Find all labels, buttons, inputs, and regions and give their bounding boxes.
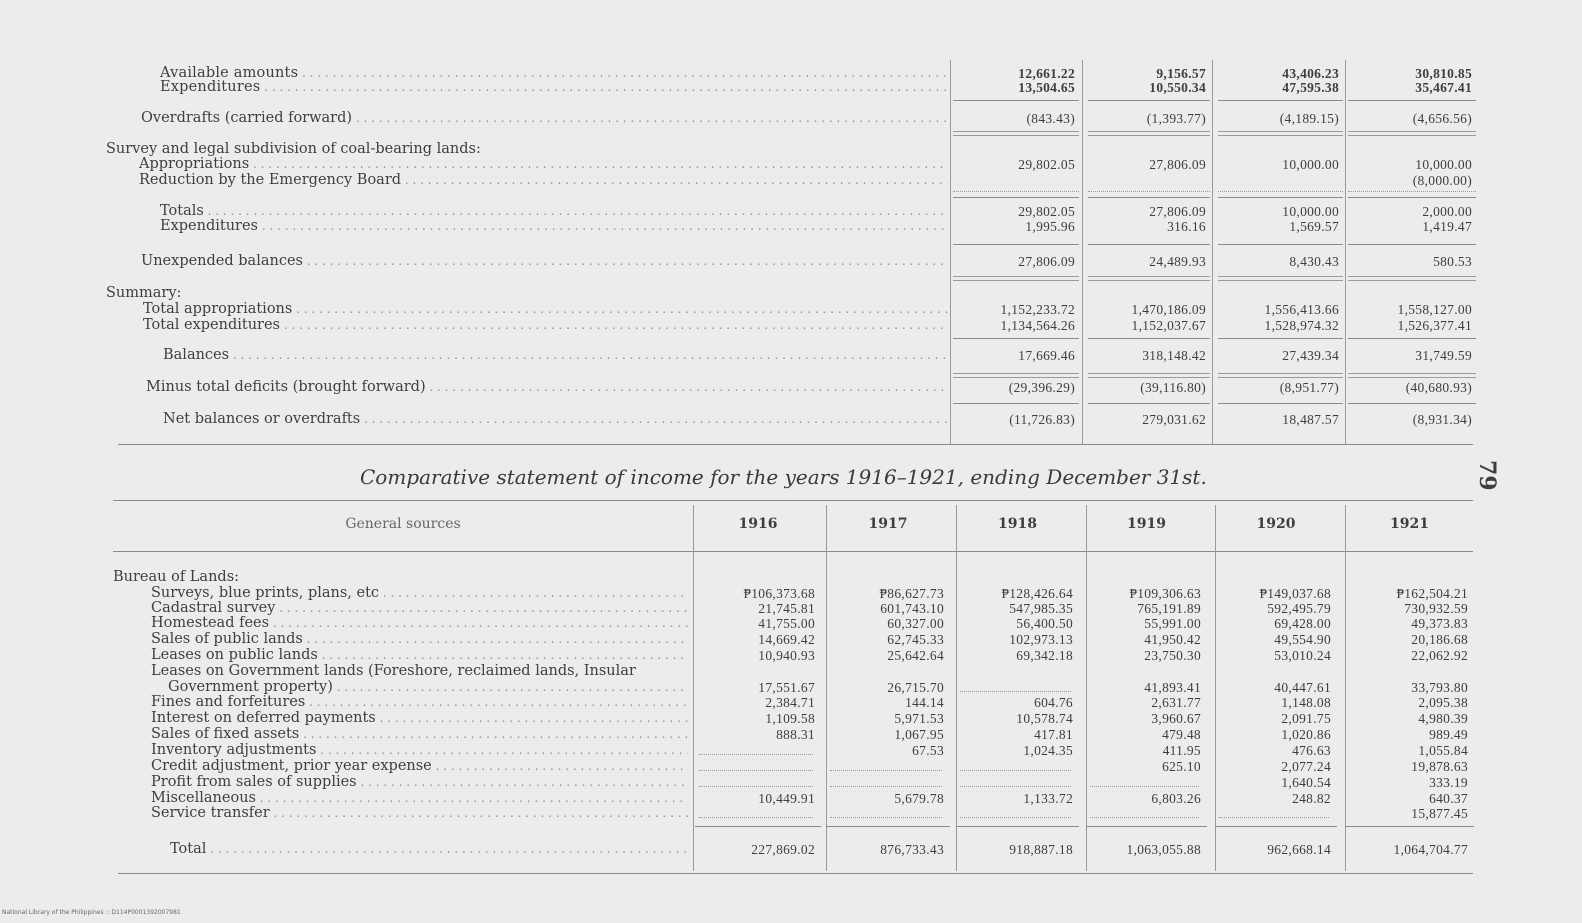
upper-row-label <box>143 302 948 317</box>
lower-row-value: 41,950.42 <box>1144 632 1201 647</box>
upper-rule <box>1348 191 1476 193</box>
lower-row-label-text: Fines and forfeitures <box>151 695 306 710</box>
upper-row-value: 1,419.47 <box>1422 219 1472 234</box>
upper-row-value: 1,528,974.32 <box>1264 318 1339 333</box>
empty-cell-leader <box>1090 786 1199 788</box>
upper-rule <box>1088 100 1210 101</box>
lower-total-rule <box>956 826 1079 827</box>
lower-row-value: ₱109,306.63 <box>1129 586 1201 601</box>
lower-total-rule <box>695 826 821 827</box>
upper-row-label-text: Unexpended balances <box>141 254 303 269</box>
lower-total-rule <box>1086 826 1207 827</box>
lower-total-label-text: Total <box>170 842 207 857</box>
lower-row-value: 1,024.35 <box>1023 743 1073 758</box>
upper-row-label-text: Survey and legal subdivision of coal-bearing lands: <box>106 141 481 157</box>
lower-row-value: 5,679.78 <box>894 791 944 806</box>
upper-row-value: (40,680.93) <box>1405 380 1472 395</box>
lower-row-value: 1,640.54 <box>1281 775 1331 790</box>
lower-row-value: 1,055.84 <box>1418 743 1468 758</box>
lower-row-value: 41,893.41 <box>1144 680 1201 695</box>
upper-rule <box>1218 191 1343 193</box>
lower-row-label <box>151 664 636 679</box>
empty-cell-leader <box>699 817 813 819</box>
upper-row-label-text: Available amounts <box>160 66 299 81</box>
lower-total-value: 962,668.14 <box>1267 842 1331 857</box>
upper-row-value: 279,031.62 <box>1142 412 1206 427</box>
upper-rule <box>1088 191 1210 193</box>
lower-row-value: 547,985.35 <box>1009 601 1073 616</box>
upper-row-label <box>160 66 948 81</box>
lower-row-value: ₱128,426.64 <box>1001 586 1073 601</box>
lower-row-value: 6,803.26 <box>1151 791 1201 806</box>
lower-row-value: 2,091.75 <box>1281 711 1331 726</box>
lower-column-rule <box>956 505 957 871</box>
upper-row-value: 27,806.09 <box>1149 204 1206 219</box>
lower-row-value: 60,327.00 <box>887 616 944 631</box>
empty-cell-leader <box>699 754 813 756</box>
upper-rule <box>1348 244 1476 245</box>
lower-column-rule <box>1215 505 1216 871</box>
header-general-sources: General sources <box>345 516 461 532</box>
lower-row-label <box>151 616 688 631</box>
upper-row-label-text: Appropriations <box>139 157 250 172</box>
upper-row-value: 9,156.57 <box>1156 66 1206 81</box>
upper-row-value: 10,000.00 <box>1282 157 1339 172</box>
upper-row-value: (4,656.56) <box>1412 111 1472 126</box>
upper-row-value: 17,669.46 <box>1018 348 1075 363</box>
lower-row-value: 41,755.00 <box>758 616 815 631</box>
lower-row-value: 21,745.81 <box>758 601 815 616</box>
upper-rule <box>1218 276 1343 281</box>
upper-row-label <box>139 173 948 188</box>
upper-row-value: 316.16 <box>1167 219 1206 234</box>
lower-row-value: 4,980.39 <box>1418 711 1468 726</box>
lower-row-value: 102,973.13 <box>1009 632 1073 647</box>
lower-row-label-text: Leases on Government lands (Foreshore, reclaimed lands, Insular <box>151 663 636 679</box>
upper-row-label <box>143 318 948 333</box>
lower-row-label <box>151 759 688 774</box>
lower-total-value: 918,887.18 <box>1009 842 1073 857</box>
upper-row-label <box>139 157 948 172</box>
lower-row-label <box>151 711 688 726</box>
upper-row-label-text: Expenditures <box>160 219 259 234</box>
lower-row-label-text: Service transfer <box>151 806 270 821</box>
upper-rule <box>953 197 1079 198</box>
upper-row-value: 31,749.59 <box>1415 348 1472 363</box>
upper-row-value: (1,393.77) <box>1146 111 1206 126</box>
lower-total-value: 876,733.43 <box>880 842 944 857</box>
empty-cell-leader <box>699 770 813 772</box>
upper-rule <box>1218 403 1343 404</box>
upper-rule <box>953 403 1079 404</box>
section-title: Comparative statement of income for the years 1916–1921, ending December 31st. <box>360 465 1207 489</box>
upper-row-label <box>106 286 948 301</box>
lower-row-value: 1,133.72 <box>1023 791 1073 806</box>
upper-row-label <box>163 348 948 363</box>
upper-rule <box>1348 276 1476 281</box>
upper-row-label-text: Summary: <box>106 285 182 301</box>
lower-row-value: 67.53 <box>912 743 944 758</box>
upper-row-value: (29,396.29) <box>1008 380 1075 395</box>
lower-row-value: 2,384.71 <box>765 695 815 710</box>
upper-row-label-text: Net balances or overdrafts <box>163 412 361 427</box>
lower-column-rule <box>826 505 827 871</box>
empty-cell-leader <box>960 817 1071 819</box>
header-year: 1917 <box>868 516 908 532</box>
upper-row-value: (8,931.34) <box>1412 412 1472 427</box>
header-year: 1916 <box>738 516 778 532</box>
lower-row-value: 1,148.08 <box>1281 695 1331 710</box>
lower-total-label <box>170 842 688 857</box>
lower-column-rule <box>1345 505 1346 871</box>
upper-rule <box>953 100 1079 101</box>
lower-row-label-text: Homestead fees <box>151 616 270 631</box>
lower-row-label-text: Sales of fixed assets <box>151 727 300 742</box>
upper-row-label-text: Reduction by the Emergency Board <box>139 173 402 188</box>
footer-citation: National Library of the Philippines :: D114P0001392007981 <box>2 909 181 916</box>
upper-row-value: 27,806.09 <box>1018 254 1075 269</box>
upper-row-label <box>163 412 948 427</box>
upper-row-value: 27,806.09 <box>1149 157 1206 172</box>
lower-row-value: 19,878.63 <box>1411 759 1468 774</box>
lower-row-label-text: Government property) <box>168 680 333 695</box>
lower-row-value: 479.48 <box>1162 727 1201 742</box>
upper-rule <box>1088 338 1210 339</box>
upper-row-label-text: Overdrafts (carried forward) <box>141 111 353 126</box>
upper-row-label <box>141 111 948 126</box>
lower-row-value: 56,400.50 <box>1016 616 1073 631</box>
lower-row-label-text: Interest on deferred payments <box>151 711 376 726</box>
lower-row-value: 49,554.90 <box>1274 632 1331 647</box>
lower-row-value: 22,062.92 <box>1411 648 1468 663</box>
upper-row-value: 1,152,233.72 <box>1000 302 1075 317</box>
upper-row-value: 35,467.41 <box>1415 80 1472 95</box>
lower-row-value: 2,631.77 <box>1151 695 1201 710</box>
header-year: 1919 <box>1127 516 1166 532</box>
empty-cell-leader <box>830 817 942 819</box>
lower-row-value: 765,191.89 <box>1137 601 1201 616</box>
upper-row-value: 29,802.05 <box>1018 204 1075 219</box>
lower-row-value: 592,495.79 <box>1267 601 1331 616</box>
lower-row-label <box>151 727 688 742</box>
lower-row-value: 248.82 <box>1292 791 1331 806</box>
upper-row-label-text: Minus total deficits (brought forward) <box>146 380 426 395</box>
lower-row-value: 1,067.95 <box>894 727 944 742</box>
lower-row-value: 2,095.38 <box>1418 695 1468 710</box>
lower-row-value: 417.81 <box>1034 727 1073 742</box>
empty-cell-leader <box>1219 817 1329 819</box>
upper-row-value: 1,558,127.00 <box>1397 302 1472 317</box>
lower-row-label-text: Leases on public lands <box>151 648 318 663</box>
upper-row-value: 30,810.85 <box>1415 66 1472 81</box>
lower-row-label <box>168 680 688 695</box>
lower-row-value: 640.37 <box>1429 791 1468 806</box>
upper-rule <box>953 244 1079 245</box>
lower-row-value: 2,077.24 <box>1281 759 1331 774</box>
upper-row-label <box>160 219 948 234</box>
upper-rule <box>1088 131 1210 136</box>
header-year: 1920 <box>1256 516 1296 532</box>
header-year: 1918 <box>998 516 1037 532</box>
lower-row-value: 730,932.59 <box>1404 601 1468 616</box>
lower-row-value: ₱149,037.68 <box>1259 586 1331 601</box>
upper-row-value: (8,951.77) <box>1279 380 1339 395</box>
lower-row-value: 53,010.24 <box>1274 648 1331 663</box>
lower-row-value: 604.76 <box>1034 695 1073 710</box>
lower-row-value: ₱162,504.21 <box>1396 586 1468 601</box>
upper-row-label <box>141 254 948 269</box>
section-label-bureau-of-lands: Bureau of Lands: <box>113 569 240 585</box>
empty-cell-leader <box>1090 817 1199 819</box>
header-year: 1921 <box>1390 516 1429 532</box>
lower-row-value: 888.31 <box>776 727 815 742</box>
lower-total-rule <box>1215 826 1337 827</box>
upper-rule <box>953 373 1079 378</box>
lower-row-value: 40,447.61 <box>1274 680 1331 695</box>
upper-rule <box>1348 338 1476 339</box>
upper-row-value: 318,148.42 <box>1142 348 1206 363</box>
upper-rule <box>1088 197 1210 198</box>
upper-row-value: (8,000.00) <box>1412 173 1472 188</box>
empty-cell-leader <box>830 786 942 788</box>
lower-row-label <box>151 791 688 806</box>
upper-rule <box>1218 197 1343 198</box>
lower-row-value: 49,373.83 <box>1411 616 1468 631</box>
upper-rule <box>1088 373 1210 378</box>
lower-row-value: 5,971.53 <box>894 711 944 726</box>
lower-row-value: 10,940.93 <box>758 648 815 663</box>
lower-total-rule <box>1345 826 1474 827</box>
upper-row-value: 10,000.00 <box>1415 157 1472 172</box>
lower-row-value: 25,642.64 <box>887 648 944 663</box>
lower-row-value: 15,877.45 <box>1411 806 1468 821</box>
upper-row-label <box>106 142 948 157</box>
upper-row-value: 1,569.57 <box>1289 219 1339 234</box>
upper-row-value: 8,430.43 <box>1289 254 1339 269</box>
lower-row-value: 14,669.42 <box>758 632 815 647</box>
upper-rule <box>1088 276 1210 281</box>
upper-rule <box>1348 131 1476 136</box>
lower-row-value: 26,715.70 <box>887 680 944 695</box>
upper-rule <box>953 191 1079 193</box>
lower-row-label-text: Profit from sales of supplies <box>151 775 357 790</box>
lower-row-value: 333.19 <box>1429 775 1468 790</box>
lower-row-value: ₱86,627.73 <box>879 586 944 601</box>
lower-row-value: 17,551.67 <box>758 680 815 695</box>
lower-row-value: 69,342.18 <box>1016 648 1073 663</box>
upper-column-rule <box>1082 60 1083 445</box>
upper-rule <box>1348 100 1476 101</box>
upper-row-value: 1,134,564.26 <box>1000 318 1075 333</box>
upper-rule <box>953 276 1079 281</box>
upper-row-label <box>146 380 948 395</box>
lower-row-value: 33,793.80 <box>1411 680 1468 695</box>
upper-rule <box>1348 197 1476 198</box>
lower-row-value: 62,745.33 <box>887 632 944 647</box>
lower-row-label <box>151 775 688 790</box>
lower-row-label-text: Cadastral survey <box>151 601 276 616</box>
upper-row-value: (843.43) <box>1026 111 1075 126</box>
upper-row-label-text: Expenditures <box>160 80 261 95</box>
empty-cell-leader <box>699 786 813 788</box>
lower-row-value: ₱106,373.68 <box>743 586 815 601</box>
lower-row-label-text: Surveys, blue prints, plans, etc <box>151 586 380 601</box>
lower-row-label <box>151 601 688 616</box>
lower-top-rule <box>113 500 1473 501</box>
lower-total-value: 227,869.02 <box>751 842 815 857</box>
upper-row-value: 1,470,186.09 <box>1131 302 1206 317</box>
lower-row-value: 69,428.00 <box>1274 616 1331 631</box>
lower-column-rule <box>693 505 694 871</box>
upper-rule <box>1218 131 1343 136</box>
lower-row-label-text: Credit adjustment, prior year expense <box>151 759 432 774</box>
upper-rule <box>1218 100 1343 101</box>
lower-row-value: 411.95 <box>1162 743 1201 758</box>
upper-row-value: 18,487.57 <box>1282 412 1339 427</box>
lower-row-value: 23,750.30 <box>1144 648 1201 663</box>
upper-row-value: 13,504.65 <box>1018 80 1075 95</box>
upper-rule <box>1348 403 1476 404</box>
lower-row-value: 1,020.86 <box>1281 727 1331 742</box>
upper-row-value: 47,595.38 <box>1282 80 1339 95</box>
upper-row-value: 24,489.93 <box>1149 254 1206 269</box>
upper-row-label-text: Totals <box>160 204 204 219</box>
upper-row-value: 580.53 <box>1433 254 1472 269</box>
upper-column-rule <box>950 60 951 445</box>
upper-row-label-text: Balances <box>163 348 230 363</box>
upper-column-rule <box>1212 60 1213 445</box>
upper-row-label <box>160 204 948 219</box>
lower-row-label-text: Inventory adjustments <box>151 743 317 758</box>
lower-row-value: 989.49 <box>1429 727 1468 742</box>
upper-rule <box>1218 373 1343 378</box>
upper-rule <box>953 131 1079 136</box>
page-number: 79 <box>1474 460 1500 491</box>
lower-row-value: 10,449.91 <box>758 791 815 806</box>
upper-column-rule <box>1345 60 1346 445</box>
upper-rule <box>1218 244 1343 245</box>
lower-row-label <box>151 743 688 758</box>
lower-row-value: 476.63 <box>1292 743 1331 758</box>
lower-row-value: 3,960.67 <box>1151 711 1201 726</box>
lower-total-rule <box>826 826 950 827</box>
upper-row-label <box>160 80 948 95</box>
upper-row-value: 10,000.00 <box>1282 204 1339 219</box>
lower-row-label <box>151 806 688 821</box>
upper-rule <box>953 338 1079 339</box>
upper-row-value: 27,439.34 <box>1282 348 1339 363</box>
upper-bottom-rule <box>118 444 1473 445</box>
lower-row-value: 625.10 <box>1162 759 1201 774</box>
lower-bottom-rule <box>118 873 1473 874</box>
lower-row-label <box>151 648 688 663</box>
upper-row-value: 1,526,377.41 <box>1397 318 1472 333</box>
upper-row-value: 1,556,413.66 <box>1264 302 1339 317</box>
lower-row-label-text: Sales of public lands <box>151 632 303 647</box>
lower-row-value: 10,578.74 <box>1016 711 1073 726</box>
empty-cell-leader <box>960 786 1071 788</box>
upper-row-value: 12,661.22 <box>1018 66 1075 81</box>
lower-row-value: 55,991.00 <box>1144 616 1201 631</box>
upper-row-value: 2,000.00 <box>1422 204 1472 219</box>
lower-row-value: 601,743.10 <box>880 601 944 616</box>
upper-row-value: 43,406.23 <box>1282 66 1339 81</box>
upper-row-label-text: Total appropriations <box>143 302 293 317</box>
lower-row-label <box>151 586 688 601</box>
lower-column-rule <box>1086 505 1087 871</box>
lower-row-value: 144.14 <box>905 695 944 710</box>
upper-row-value: 29,802.05 <box>1018 157 1075 172</box>
empty-cell-leader <box>830 770 942 772</box>
upper-row-value: (39,116.80) <box>1140 380 1206 395</box>
empty-cell-leader <box>960 691 1071 693</box>
upper-row-value: (11,726.83) <box>1009 412 1075 427</box>
lower-row-value: 20,186.68 <box>1411 632 1468 647</box>
upper-rule <box>1088 244 1210 245</box>
lower-row-label <box>151 632 688 647</box>
upper-row-value: 1,995.96 <box>1025 219 1075 234</box>
lower-total-value: 1,063,055.88 <box>1126 842 1201 857</box>
upper-row-value: (4,189.15) <box>1279 111 1339 126</box>
lower-total-value: 1,064,704.77 <box>1393 842 1468 857</box>
upper-row-value: 1,152,037.67 <box>1131 318 1206 333</box>
lower-header-rule <box>113 551 1473 552</box>
upper-rule <box>1348 373 1476 378</box>
lower-row-value: 1,109.58 <box>765 711 815 726</box>
lower-row-label-text: Miscellaneous <box>151 791 256 806</box>
upper-rule <box>1088 403 1210 404</box>
upper-row-label-text: Total expenditures <box>143 318 280 333</box>
upper-row-value: 10,550.34 <box>1149 80 1206 95</box>
upper-rule <box>1218 338 1343 339</box>
lower-row-label <box>151 695 688 710</box>
empty-cell-leader <box>960 770 1071 772</box>
